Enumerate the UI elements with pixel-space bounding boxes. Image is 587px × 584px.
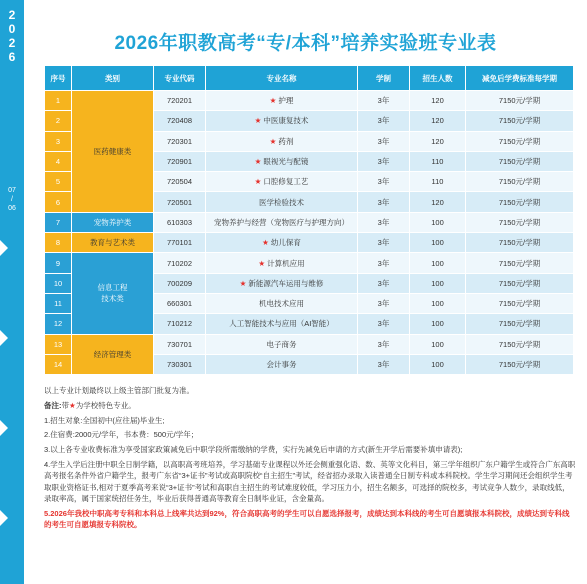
row-number: 13 (45, 334, 72, 354)
major-code: 770101 (154, 233, 206, 253)
enrollment-count: 110 (410, 172, 466, 192)
tuition-fee: 7150元/学期 (466, 233, 574, 253)
sidebar-notch (0, 240, 8, 256)
tuition-fee: 7150元/学期 (466, 131, 574, 151)
row-number: 7 (45, 212, 72, 232)
enrollment-count: 100 (410, 314, 466, 334)
major-name-cell (206, 151, 358, 171)
row-number: 8 (45, 233, 72, 253)
major-code: 610303 (154, 212, 206, 232)
sidebar-notch (0, 420, 8, 436)
row-number: 5 (45, 172, 72, 192)
header-cell: 学制 (358, 66, 410, 91)
major-name: 护理 (278, 96, 294, 106)
sidebar-notch (0, 330, 8, 346)
enrollment-count: 120 (410, 91, 466, 111)
featured-star-icon: ★ (254, 177, 262, 187)
major-name: 机电技术应用 (259, 299, 304, 309)
row-number: 9 (45, 253, 72, 273)
remark-text: 带 (61, 400, 69, 410)
major-name-cell (206, 192, 358, 212)
major-name: 人工智能技术与应用（AI智能） (229, 319, 334, 329)
major-name-cell (206, 212, 358, 232)
major-name: 计算机应用 (267, 258, 305, 268)
major-code: 730301 (154, 354, 206, 374)
enrollment-count: 100 (410, 354, 466, 374)
major-name: 会计事务 (266, 360, 297, 369)
category-cell: 教育与艺术类 (72, 233, 154, 253)
sidebar-page-line: 06 (8, 205, 16, 212)
duration: 3年 (358, 273, 410, 293)
note-item: 2.住宿费:2000元/学年，书本费：500元/学年； (44, 430, 199, 440)
tuition-fee: 7150元/学期 (466, 354, 574, 374)
row-number: 2 (45, 111, 72, 131)
duration: 3年 (358, 151, 410, 171)
table-row (45, 334, 574, 354)
major-name-cell (206, 273, 358, 293)
enrollment-count: 100 (410, 334, 466, 354)
featured-star-icon: ★ (69, 400, 76, 410)
row-number: 11 (45, 293, 72, 313)
major-name: 口腔修复工艺 (263, 177, 309, 187)
major-code: 710212 (154, 314, 206, 334)
duration: 3年 (358, 314, 410, 334)
tuition-fee: 7150元/学期 (466, 172, 574, 192)
featured-star-icon: ★ (262, 238, 269, 248)
major-name-cell (206, 91, 358, 111)
featured-star-icon: ★ (258, 258, 266, 268)
duration: 3年 (358, 354, 410, 374)
row-number: 10 (45, 273, 72, 293)
approval-note: 以上专业计划最终以上级主管部门批复为准。 (44, 386, 194, 395)
enrollment-count: 100 (410, 212, 466, 232)
major-name-cell (206, 172, 358, 192)
major-name-cell (206, 131, 358, 151)
table-row (45, 253, 574, 273)
enrollment-count: 100 (410, 273, 466, 293)
notes-section (44, 385, 576, 534)
row-number: 1 (45, 91, 72, 111)
major-name-cell (206, 111, 358, 131)
note-item-highlight: 5.2026年我校中职高考专科和本科总上线率共达到92%，符合高职高考的学生可以自愿选择报考，成绩达到本科线的考生可自愿填报本科院校，成绩达到专科线的考生可自愿填报专科院校。 (44, 508, 570, 529)
featured-star-icon: ★ (254, 116, 262, 126)
enrollment-count: 100 (410, 253, 466, 273)
tuition-fee: 7150元/学期 (466, 91, 574, 111)
major-code: 720201 (154, 91, 206, 111)
duration: 3年 (358, 212, 410, 232)
major-code: 720301 (154, 131, 206, 151)
major-name-cell (206, 354, 358, 374)
duration: 3年 (358, 334, 410, 354)
note-item: 4.学生入学后注册中职全日制学籍，以高职高考班培养，学习基础专业课程以外还会侧重强化语、数、英等文化科目，第三学年组织广东户籍学生或符合广东高职高考报名条件外省户籍学生，报考广东省“3+证书”考试或高职院校“自主招生”考试，经省招办录取入读普通全日制专科或本科院校。学生学习期间还会组织学生考取职业资格证书,相对于夏季高考来说“3+证书”考试和高职自主招生的考试难度较低，学习压力小，招生名额多，可选择的院校多，考试竞争人数少，录取线低，录取率高，属于国家统招任务生，毕业后获得普通高等教育全日制毕业证，含金量高。 (44, 459, 576, 503)
row-number: 14 (45, 354, 72, 374)
tuition-fee: 7150元/学期 (466, 334, 574, 354)
tuition-fee: 7150元/学期 (466, 212, 574, 232)
major-name: 中医康复技术 (263, 116, 309, 126)
sidebar-year (0, 8, 24, 64)
duration: 3年 (358, 192, 410, 212)
tuition-fee: 7150元/学期 (466, 293, 574, 313)
major-name: 眼视光与配镜 (263, 157, 309, 167)
sidebar-year-digit: 6 (8, 50, 16, 64)
row-number: 12 (45, 314, 72, 334)
tuition-fee: 7150元/学期 (466, 273, 574, 293)
sidebar-page-number (0, 186, 24, 213)
row-number: 3 (45, 131, 72, 151)
note-item: 3.以上各专业收费标准为享受国家政策减免后中职学段所需缴纳的学费，实行先减免后申请的方式(新生开学后需要补填申请表); (44, 445, 463, 455)
major-code: 720901 (154, 151, 206, 171)
enrollment-count: 120 (410, 131, 466, 151)
header-cell: 招生人数 (410, 66, 466, 91)
sidebar-notch (0, 510, 8, 526)
category-cell (72, 253, 154, 334)
header-cell: 类别 (72, 66, 154, 91)
table-row (45, 233, 574, 253)
tuition-fee: 7150元/学期 (466, 192, 574, 212)
major-code: 660301 (154, 293, 206, 313)
category-line: 信息工程 (97, 283, 128, 293)
duration: 3年 (358, 111, 410, 131)
enrollment-count: 110 (410, 151, 466, 171)
major-code: 720504 (154, 172, 206, 192)
category-cell: 医药健康类 (72, 91, 154, 213)
page-title: 2026年职教高考“专/本科”培养实验班专业表 (114, 33, 497, 54)
major-code: 720408 (154, 111, 206, 131)
table-row (45, 91, 574, 111)
header-cell: 序号 (45, 66, 72, 91)
duration: 3年 (358, 91, 410, 111)
tuition-fee: 7150元/学期 (466, 314, 574, 334)
row-number: 6 (45, 192, 72, 212)
major-name: 医学检验技术 (259, 197, 304, 207)
sidebar-year-digit: 2 (8, 8, 16, 22)
category-cell: 经济管理类 (72, 334, 154, 375)
major-name-cell (206, 233, 358, 253)
major-name: 幼儿保育 (270, 238, 301, 248)
featured-star-icon: ★ (269, 136, 277, 146)
major-name: 新能源汽车运用与维修 (248, 278, 324, 288)
major-name-cell (206, 314, 358, 334)
major-name-cell (206, 334, 358, 354)
major-code: 700209 (154, 273, 206, 293)
table-header-row (45, 66, 574, 91)
tuition-fee: 7150元/学期 (466, 151, 574, 171)
sidebar-page-line: 07 (8, 187, 16, 194)
duration: 3年 (358, 293, 410, 313)
header-cell: 专业代码 (154, 66, 206, 91)
duration: 3年 (358, 253, 410, 273)
duration: 3年 (358, 233, 410, 253)
sidebar-year-digit: 2 (8, 36, 16, 50)
tuition-fee: 7150元/学期 (466, 253, 574, 273)
remark-text: 为学校特色专业。 (75, 400, 136, 410)
enrollment-count: 100 (410, 233, 466, 253)
enrollment-count: 100 (410, 293, 466, 313)
featured-star-icon: ★ (269, 96, 277, 106)
sidebar-year-digit: 0 (8, 22, 16, 36)
major-name: 宠物养护与经营（宠物医疗与护理方向） (214, 217, 349, 227)
majors-table (44, 65, 574, 375)
category-line: 技术类 (101, 294, 124, 304)
major-name-cell (206, 253, 358, 273)
enrollment-count: 120 (410, 192, 466, 212)
major-code: 730701 (154, 334, 206, 354)
remark-line (44, 400, 576, 411)
duration: 3年 (358, 172, 410, 192)
major-name: 电子商务 (266, 339, 297, 349)
side-band (0, 0, 24, 584)
enrollment-count: 120 (410, 111, 466, 131)
category-cell: 宠物养护类 (72, 212, 154, 232)
featured-star-icon: ★ (239, 278, 247, 288)
major-code: 710202 (154, 253, 206, 273)
featured-star-icon: ★ (254, 157, 262, 167)
major-name-cell (206, 293, 358, 313)
header-cell: 减免后学费标准每学期 (466, 66, 574, 91)
tuition-fee: 7150元/学期 (466, 111, 574, 131)
header-cell: 专业名称 (206, 66, 358, 91)
table-row (45, 212, 574, 232)
remark-label: 备注: (44, 400, 62, 410)
sidebar-page-line: / (11, 196, 13, 203)
major-name: 药剂 (278, 136, 294, 146)
note-item: 1.招生对象:全国初中(应往届)毕业生; (44, 415, 165, 425)
major-code: 720501 (154, 192, 206, 212)
row-number: 4 (45, 151, 72, 171)
duration: 3年 (358, 131, 410, 151)
